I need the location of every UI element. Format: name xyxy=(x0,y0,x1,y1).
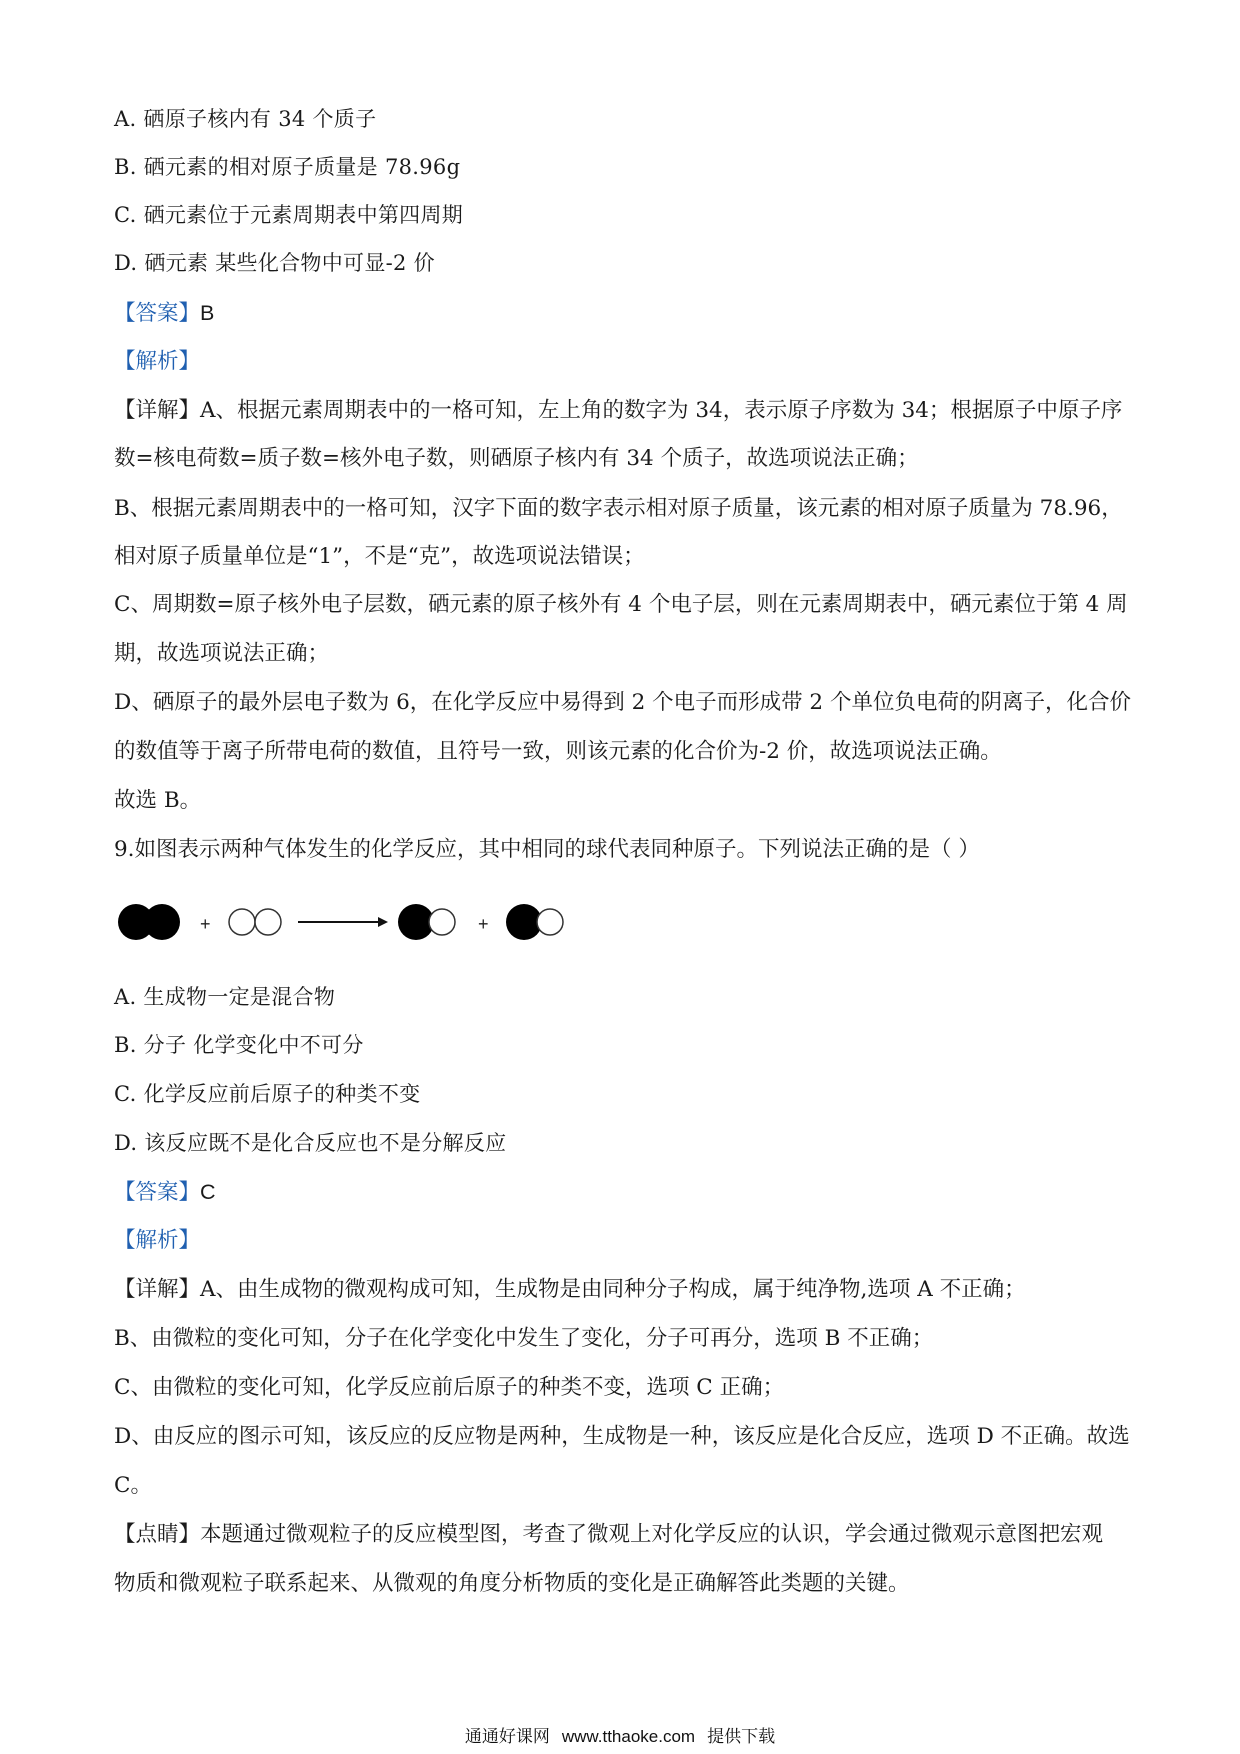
product-molecule xyxy=(506,904,563,940)
detail-text: A、根据元素周期表中的一格可知，左上角的数字为 34，表示原子序数为 34；根据原子中原子序 xyxy=(200,398,1123,423)
q9-detail-line: C。 xyxy=(114,1473,152,1498)
footer-site-name: 通通好课网 xyxy=(464,1727,550,1746)
analysis-tag: 【解析】 xyxy=(114,1228,201,1253)
q9-comment-line xyxy=(114,1520,1134,1550)
q8-analysis-heading xyxy=(114,347,1134,377)
q8-detail-line: 数=核电荷数=质子数=核外电子数，则硒原子核内有 34 个质子，故选项说法正确； xyxy=(114,446,919,471)
q8-detail-line: 的数值等于离子所带电荷的数值，且符号一致，则该元素的化合价为-2 价，故选项说法正确。 xyxy=(114,739,1002,764)
product-molecule xyxy=(398,904,455,940)
footer-tagline: 提供下载 xyxy=(707,1727,776,1746)
q8-option-c: C. 硒元素位于元素周期表中第四周期 xyxy=(114,203,464,227)
answer-value: B xyxy=(200,301,215,325)
plus-sign: + xyxy=(478,914,489,934)
q9-option-c: C. 化学反应前后原子的种类不变 xyxy=(114,1082,421,1106)
detail-tag: 【详解】 xyxy=(114,1277,201,1302)
plus-sign: + xyxy=(200,914,211,934)
footer-url[interactable]: www.tthaoke.com xyxy=(561,1727,696,1746)
analysis-tag: 【解析】 xyxy=(114,349,201,374)
q8-conclusion: 故选 B。 xyxy=(114,788,202,813)
q9-detail-line: D、由反应的图示可知，该反应的反应物是两种，生成物是一种，该反应是化合反应，选项 D 不正确。故选 xyxy=(114,1424,1130,1449)
q8-detail-line: D、硒原子的最外层电子数为 6，在化学反应中易得到 2 个电子而形成带 2 个单位负电荷的阴离子，化合价 xyxy=(114,690,1131,715)
q9-detail-line xyxy=(114,1275,1134,1305)
reaction-diagram xyxy=(114,892,594,952)
q9-question: 9.如图表示两种气体发生的化学反应，其中相同的球代表同种原子。下列说法正确的是（ ） xyxy=(114,837,980,862)
answer-tag: 【答案】 xyxy=(114,1180,201,1205)
q8-detail-line: B、根据元素周期表中的一格可知，汉字下面的数字表示相对原子质量，该元素的相对原子质量为 78.96， xyxy=(114,496,1123,521)
comment-text: 本题通过微观粒子的反应模型图，考查了微观上对化学反应的认识，学会通过微观示意图把宏观 xyxy=(200,1522,1104,1547)
q9-answer xyxy=(114,1177,1134,1208)
q8-detail-line: 相对原子质量单位是“1”，不是“克”，故选项说法错误； xyxy=(114,544,645,569)
page-footer xyxy=(0,1722,1240,1747)
q8-detail-line: C、周期数=原子核外电子层数，硒元素的原子核外有 4 个电子层，则在元素周期表中，硒元素位于第 4 周 xyxy=(114,592,1128,617)
reactant-molecule-black xyxy=(118,904,180,940)
comment-tag: 【点睛】 xyxy=(114,1522,201,1547)
q9-detail-line: C、由微粒的变化可知，化学反应前后原子的种类不变，选项 C 正确； xyxy=(114,1375,785,1400)
reaction-arrow xyxy=(298,917,388,927)
q9-detail-line: B、由微粒的变化可知，分子在化学变化中发生了变化，分子可再分，选项 B 不正确； xyxy=(114,1326,934,1351)
q8-option-a: A. 硒原子核内有 34 个质子 xyxy=(114,107,377,131)
q8-detail-line: 期，故选项说法正确； xyxy=(114,641,330,666)
answer-tag: 【答案】 xyxy=(114,301,201,326)
q8-detail-line xyxy=(114,396,1134,426)
q9-option-b: B. 分子 化学变化中不可分 xyxy=(114,1033,364,1057)
q9-option-a: A. 生成物一定是混合物 xyxy=(114,985,336,1009)
q8-answer xyxy=(114,298,1134,329)
q9-comment-line: 物质和微观粒子联系起来、从微观的角度分析物质的变化是正确解答此类题的关键。 xyxy=(114,1571,910,1596)
q9-option-d: D. 该反应既不是化合反应也不是分解反应 xyxy=(114,1131,507,1155)
detail-text: A、由生成物的微观构成可知，生成物是由同种分子构成，属于纯净物,选项 A 不正确； xyxy=(200,1277,1026,1302)
q8-option-b: B. 硒元素的相对原子质量是 78.96g xyxy=(114,155,461,179)
detail-tag: 【详解】 xyxy=(114,398,201,423)
q8-option-d: D. 硒元素 某些化合物中可显-2 价 xyxy=(114,251,435,275)
answer-value: C xyxy=(200,1180,216,1204)
q9-analysis-heading xyxy=(114,1226,1134,1256)
reactant-molecule-white xyxy=(229,909,281,935)
